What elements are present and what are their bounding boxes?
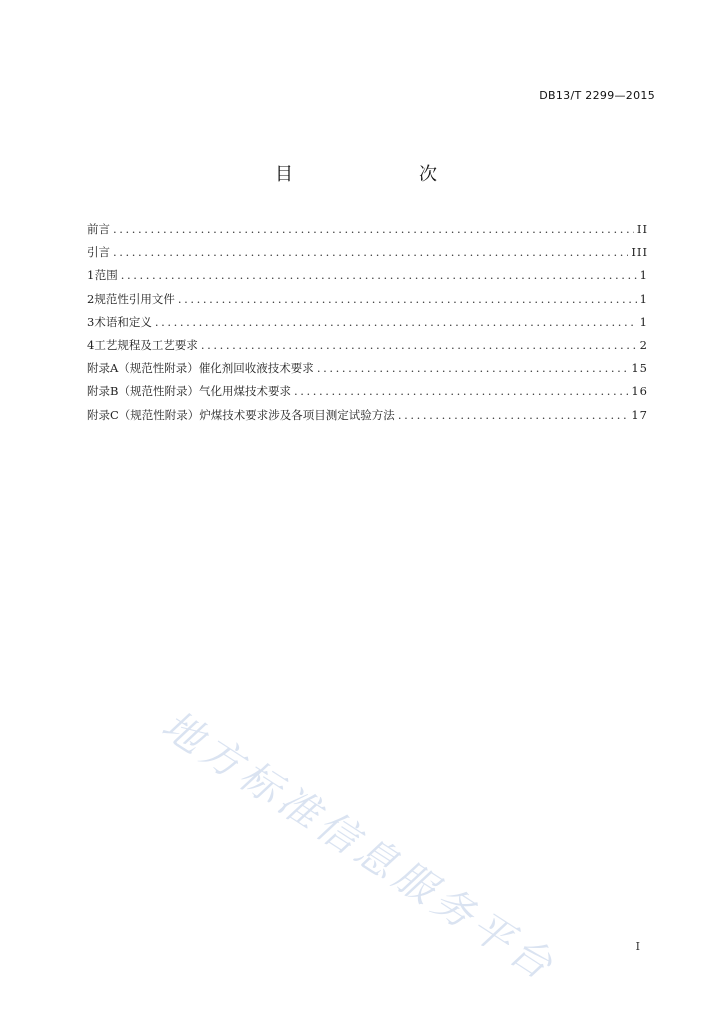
toc-entry-page: 16 — [631, 384, 648, 399]
toc-title: 目 次 — [275, 164, 467, 185]
toc-entry-label: 炉煤技术要求涉及各项目测定试验方法 — [199, 407, 395, 422]
toc-entry-page: 1 — [639, 291, 648, 306]
toc-leader-dots — [178, 288, 637, 311]
toc-entry-page: III — [631, 245, 648, 260]
toc-leader-dots — [121, 264, 637, 287]
toc-entry-number: 1 — [87, 268, 95, 283]
toc-appendix-label: 附录B（规范性附录） — [87, 384, 199, 399]
toc-entry-number: 3 — [87, 314, 95, 329]
toc-entry-label: 引言 — [87, 245, 110, 260]
toc-entry-number: 2 — [87, 291, 95, 306]
toc-entry-label: 术语和定义 — [94, 314, 152, 329]
toc-leader-dots — [398, 404, 629, 427]
toc-leader-dots — [294, 380, 628, 403]
toc-entry-label: 前言 — [87, 222, 110, 236]
toc-entry-page: 1 — [639, 314, 648, 329]
toc-entry-label: 气化用煤技术要求 — [198, 384, 291, 399]
toc-leader-dots — [317, 357, 629, 380]
toc-entry-appendix-c[interactable] — [87, 404, 648, 427]
toc-leader-dots — [201, 334, 637, 357]
toc-entry-terms-definitions[interactable] — [87, 311, 648, 334]
toc-entry-label: 催化剂回收液技术要求 — [198, 361, 314, 376]
toc-entry-introduction[interactable] — [87, 241, 648, 264]
toc-entry-label: 范围 — [94, 268, 118, 283]
toc-entry-label: 工艺规程及工艺要求 — [94, 337, 198, 352]
toc-entry-foreword[interactable] — [87, 218, 648, 241]
toc-entry-appendix-a[interactable] — [87, 357, 648, 380]
toc-entry-page: 15 — [631, 361, 648, 376]
toc-entry-page: 17 — [631, 407, 648, 422]
toc-appendix-label: 附录C（规范性附录） — [87, 407, 200, 422]
toc-leader-dots — [155, 311, 637, 334]
toc-leader-dots — [113, 218, 634, 241]
toc-leader-dots — [113, 241, 628, 264]
document-code: DB13/T 2299—2015 — [539, 89, 655, 102]
toc-entry-process-requirements[interactable] — [87, 334, 648, 357]
toc-entry-page: II — [636, 222, 648, 236]
toc-appendix-label: 附录A（规范性附录） — [87, 361, 199, 376]
watermark: 地方标准信息服务平台 — [153, 702, 565, 992]
toc-entry-page: 2 — [639, 337, 648, 352]
toc-entry-label: 规范性引用文件 — [94, 291, 175, 306]
toc-entry-number: 4 — [87, 337, 95, 352]
page-number: I — [635, 940, 640, 953]
toc-entry-scope[interactable] — [87, 264, 648, 287]
table-of-contents — [87, 218, 648, 427]
toc-entry-page: 1 — [639, 268, 648, 283]
toc-entry-appendix-b[interactable] — [87, 380, 648, 403]
toc-entry-normative-references[interactable] — [87, 288, 648, 311]
